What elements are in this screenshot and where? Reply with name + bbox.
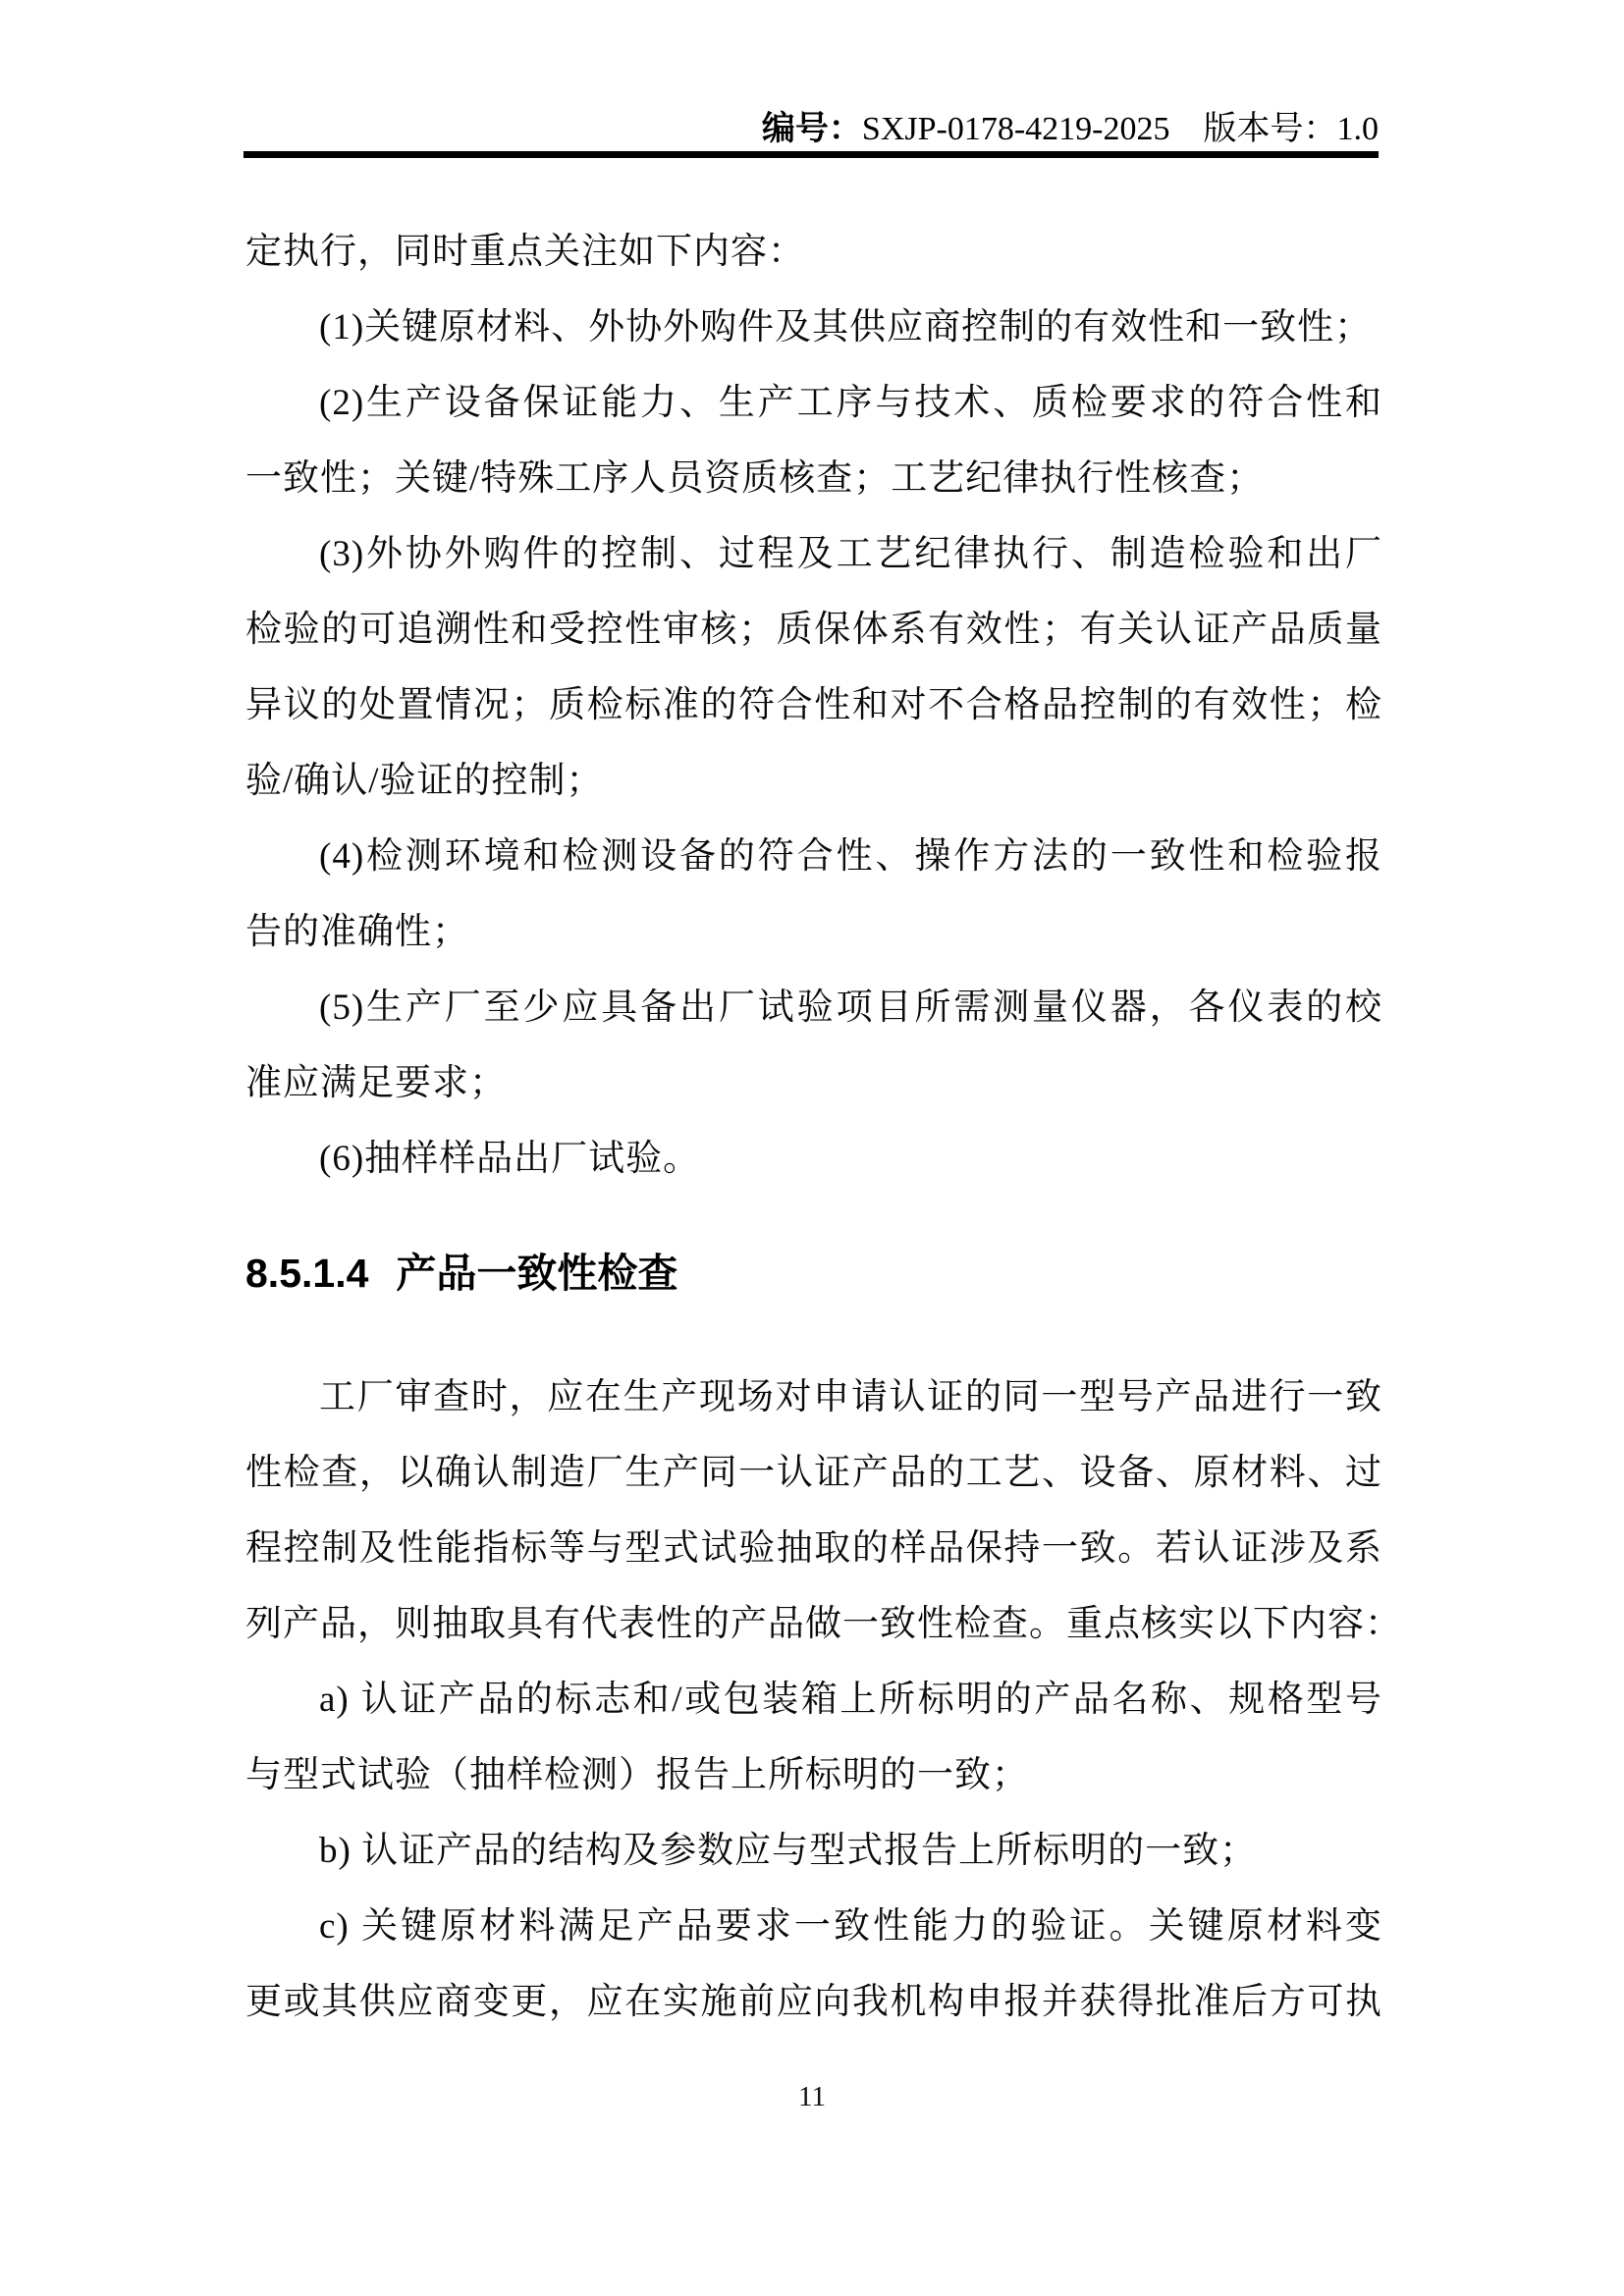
header-divider-rule — [244, 151, 1379, 158]
text-line: (6)抽样样品出厂试验。 — [319, 1139, 701, 1179]
text-line: 准应满足要求； — [245, 1063, 507, 1103]
doc-number-label: 编号： — [761, 111, 862, 147]
text-line: (1)关键原材料、外协外购件及其供应商控制的有效性和一致性； — [319, 307, 1373, 347]
text-line: 检验的可追溯性和受控性审核；质保体系有效性；有关认证产品质量 — [245, 610, 1382, 650]
text-line: 更或其供应商变更，应在实施前应向我机构申报并获得批准后方可执 — [245, 1982, 1382, 2022]
doc-number-value: SXJP-0178-4219-2025 — [861, 111, 1170, 147]
text-line: 定执行，同时重点关注如下内容： — [245, 232, 805, 272]
body-section-1 — [245, 214, 1382, 1197]
text-line: c) 关键原材料满足产品要求一致性能力的验证。关键原材料变 — [319, 1906, 1382, 1947]
heading-title: 产品一致性检查 — [396, 1251, 678, 1296]
text-line: (5)生产厂至少应具备出厂试验项目所需测量仪器，各仪表的校 — [319, 988, 1382, 1028]
document-header — [762, 101, 1379, 149]
doc-version-value: 1.0 — [1336, 111, 1379, 147]
text-line: b) 认证产品的结构及参数应与型式报告上所标明的一致； — [319, 1831, 1258, 1871]
text-line: 工厂审查时，应在生产现场对申请认证的同一型号产品进行一致 — [319, 1377, 1382, 1417]
text-line: 一致性；关键/特殊工序人员资质核查；工艺纪律执行性核查； — [245, 458, 1265, 499]
section-heading — [245, 1241, 677, 1299]
text-line: (4)检测环境和检测设备的符合性、操作方法的一致性和检验报 — [319, 836, 1382, 877]
text-line: (2)生产设备保证能力、生产工序与技术、质检要求的符合性和 — [319, 383, 1382, 423]
text-line: (3)外协外购件的控制、过程及工艺纪律执行、制造检验和出厂 — [319, 534, 1382, 574]
text-line: 与型式试验（抽样检测）报告上所标明的一致； — [245, 1755, 1029, 1795]
text-line: 性检查，以确认制造厂生产同一认证产品的工艺、设备、原材料、过 — [245, 1453, 1382, 1493]
text-line: 异议的处置情况；质检标准的符合性和对不合格品控制的有效性；检 — [245, 685, 1382, 725]
body-section-2 — [245, 1360, 1402, 2040]
doc-version-label: 版本号： — [1203, 111, 1337, 147]
text-line: 程控制及性能指标等与型式试验抽取的样品保持一致。若认证涉及系 — [245, 1528, 1382, 1569]
text-line: 告的准确性； — [245, 912, 469, 952]
heading-number: 8.5.1.4 — [245, 1251, 369, 1296]
page-number: 11 — [798, 2081, 826, 2112]
text-line: 列产品，则抽取具有代表性的产品做一致性检查。重点核实以下内容： — [245, 1604, 1402, 1644]
text-line: 验/确认/验证的控制； — [245, 761, 604, 801]
text-line: a) 认证产品的标志和/或包装箱上所标明的产品名称、规格型号 — [319, 1680, 1382, 1720]
